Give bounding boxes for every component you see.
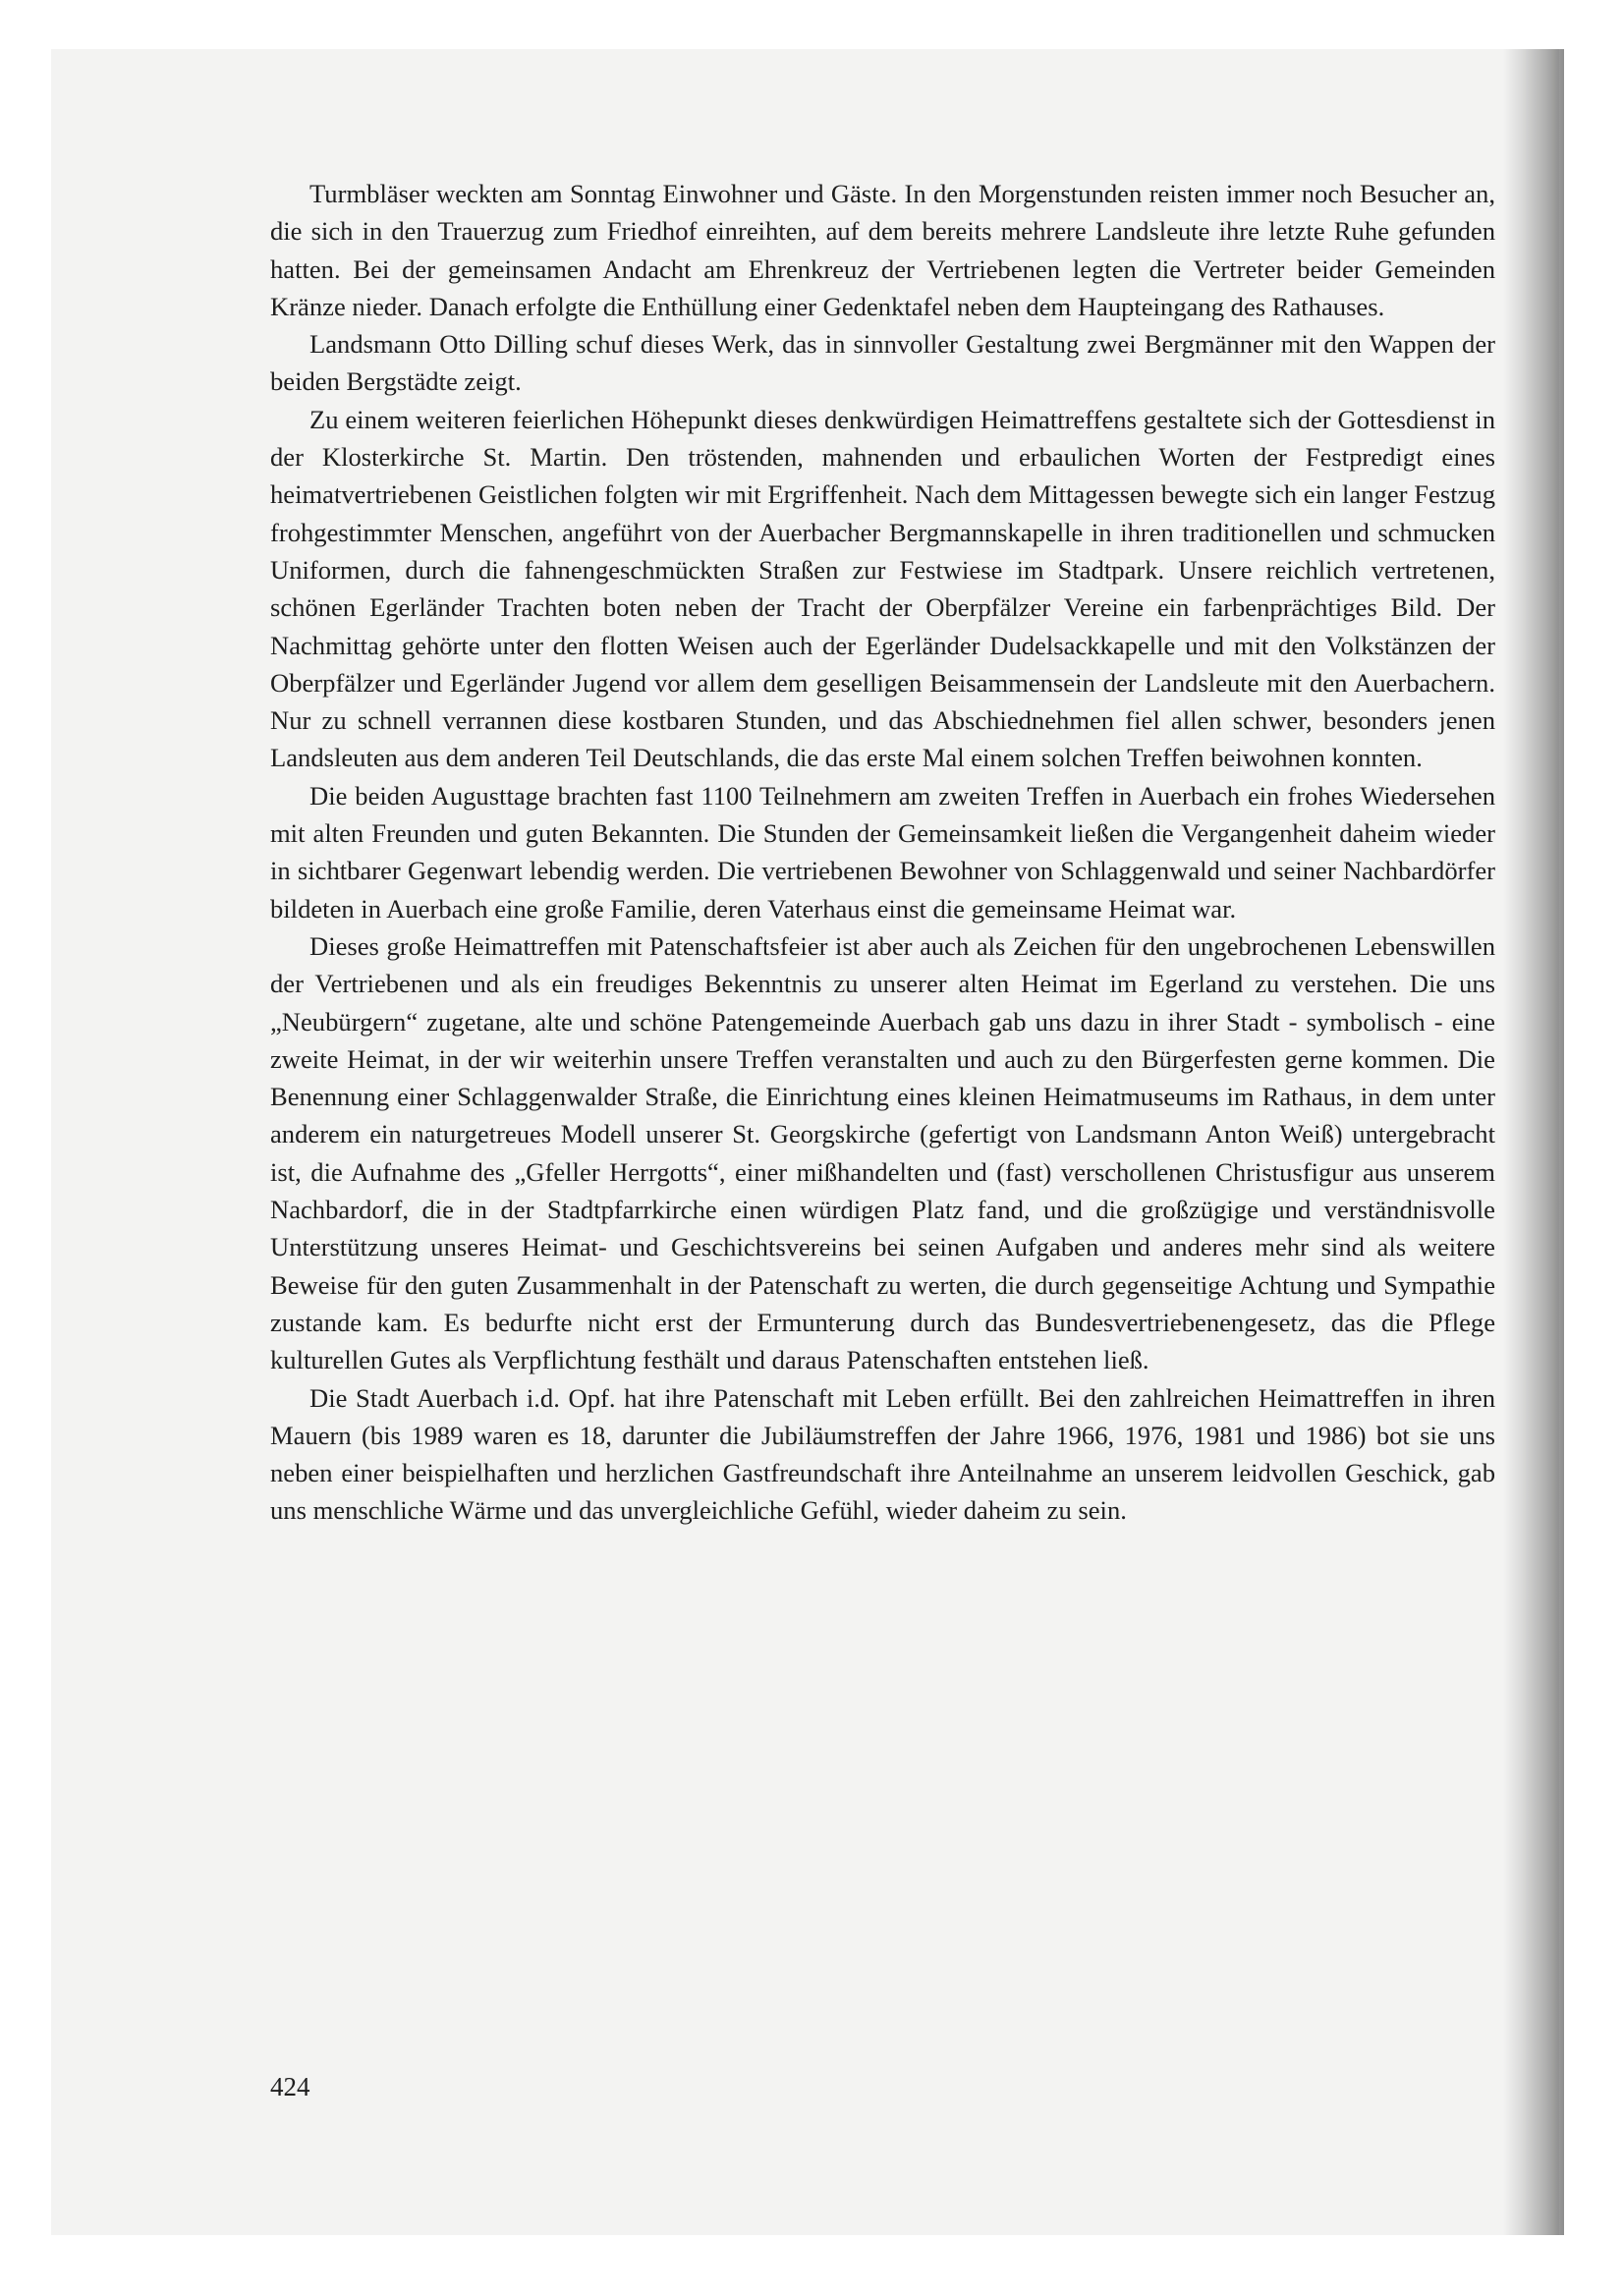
- paragraph-4: Die beiden Augusttage brachten fast 1100 Teilnehmern am zweiten Treffen in Auerbach ein frohes Wiedersehen mit alten Freunden und guten Bekannten. Die Stunden der Gemeinsamkeit ließen die Vergangenheit daheim wieder in sichtbarer Gegenwart lebendig werden. Die vertriebenen Bewohner von Schlaggenwald und seiner Nachbardörfer bildeten in Auerbach eine große Familie, deren Vaterhaus einst die gemeinsame Heimat war.: [270, 780, 1495, 924]
- page-number: 424: [270, 2072, 310, 2101]
- paragraph-5: Dieses große Heimattreffen mit Patenschaftsfeier ist aber auch als Zeichen für den ungebrochenen Lebenswillen der Vertriebenen und als ein freudiges Bekenntnis zu unserer alten Heimat im Egerland zu verstehen. Die uns „Neubürgern“ zugetane, alte und schöne Patengemeinde Auerbach gab uns dazu in ihrer Stadt - symbolisch - eine zweite Heimat, in der wir weiterhin unsere Treffen veranstalten und auch zu den Bürgerfesten gerne kommen. Die Benennung einer Schlaggenwalder Straße, die Einrichtung eines kleinen Heimatmuseums im Rathaus, in dem unter anderem ein naturgetreues Modell unserer St. Georgskirche (gefertigt von Landsmann Anton Weiß) untergebracht ist, die Aufnahme des „Gfeller Herrgotts“, einer mißhandelten und (fast) verschollenen Christusfigur aus unserem Nachbardorf, die in der Stadtpfarrkirche einen würdigen Platz fand, und die großzügige und verständnisvolle Unterstützung unseres Heimat- und Geschichtsvereins bei seinen Aufgaben und anderes mehr sind als weitere Beweise für den guten Zusammenhalt in der Patenschaft zu werten, die durch gegenseitige Achtung und Sympathie zustande kam. Es bedurfte nicht erst der Ermunterung durch das Bundesvertriebenengesetz, das die Pflege kulturellen Gutes als Verpflichtung festhält und daraus Patenschaften entstehen ließ.: [270, 930, 1495, 1375]
- paragraph-3: Zu einem weiteren feierlichen Höhepunkt dieses denkwürdigen Heimattreffens gestaltete sich der Gottesdienst in der Klosterkirche St. Martin. Den tröstenden, mahnenden und erbaulichen Worten der Festpredigt eines heimatvertriebenen Geistlichen folgten wir mit Ergriffenheit. Nach dem Mittagessen bewegte sich ein langer Festzug frohgestimmter Menschen, angeführt von der Auerbacher Bergmannskapelle in ihren traditionellen und schmucken Uniformen, durch die fahnengeschmückten Straßen zur Festwiese im Stadtpark. Unsere reichlich vertretenen, schönen Egerländer Trachten boten neben der Tracht der Oberpfälzer Vereine ein farbenprächtiges Bild. Der Nachmittag gehörte unter den flotten Weisen auch der Egerländer Dudelsackkapelle und mit den Volkstänzen der Oberpfälzer und Egerländer Jugend vor allem dem geselligen Beisammensein der Landsleute mit den Auerbachern. Nur zu schnell verrannen diese kostbaren Stunden, und das Abschiednehmen fiel allen schwer, besonders jenen Landsleuten aus dem anderen Teil Deutschlands, die das erste Mal einem solchen Treffen beiwohnen konnten.: [270, 404, 1495, 773]
- paragraph-6: Die Stadt Auerbach i.d. Opf. hat ihre Patenschaft mit Leben erfüllt. Bei den zahlreichen Heimattreffen in ihren Mauern (bis 1989 waren es 18, darunter die Jubiläumstreffen der Jahre 1966, 1976, 1981 und 1986) bot sie uns neben einer beispielhaften und herzlichen Gastfreundschaft ihre Anteilnahme an unserem leidvollen Geschick, gab uns menschliche Wärme und das unvergleichliche Gefühl, wieder daheim zu sein.: [270, 1382, 1495, 1526]
- paragraph-2: Landsmann Otto Dilling schuf dieses Werk, das in sinnvoller Gestaltung zwei Bergmänner mit den Wappen der beiden Bergstädte zeigt.: [270, 329, 1495, 397]
- page-edge-shadow: [1503, 49, 1564, 2235]
- paragraph-1: Turmbläser weckten am Sonntag Einwohner und Gäste. In den Morgenstunden reisten immer noch Besucher an, die sich in den Trauerzug zum Friedhof einreihten, auf dem bereits mehrere Landsleute ihre letzte Ruhe gefunden hatten. Bei der gemeinsamen Andacht am Ehrenkreuz der Vertriebenen legten die Vertreter beider Gemeinden Kränze nieder. Danach erfolgte die Enthüllung einer Gedenktafel neben dem Haupteingang des Rathauses.: [270, 179, 1495, 321]
- body-text: [270, 175, 1495, 1530]
